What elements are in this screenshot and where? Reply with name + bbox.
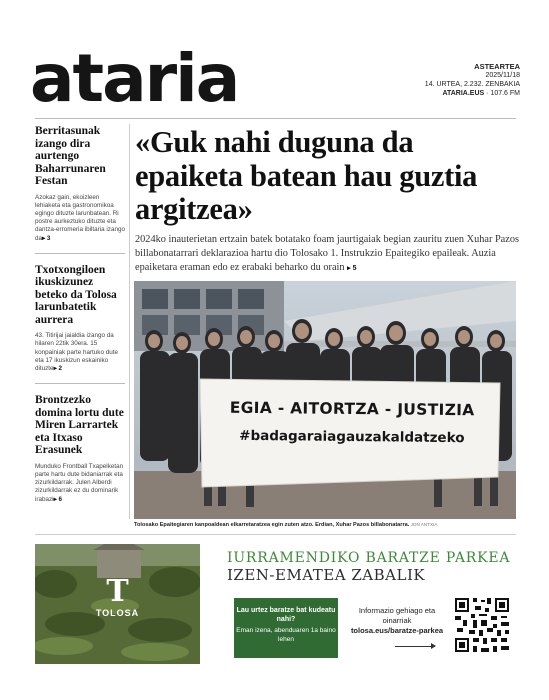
photo-caption: Tolosako Epaitegiaren kanpoaldean elkarretaratzea egin zuten atzo. Erdian, Xuhar Pazos billabonatarra. JON ANTXIA [134, 522, 438, 528]
main-lede: 2024ko inauterietan ertzain batek botatako foam jaurtigaiak begian zauritu zuen Xuhar Pazos billabonatarrari deklarazioa hartu dio Tolosako 1. Instrukzio Epaitegiko epaileak. Auzia epaiketara eraman edo ez erabaki beharko du orain ▸ 5 [135, 234, 519, 273]
brief-divider [35, 253, 125, 254]
brief-body: Munduko Frontball Txapelketan parte hartu dute bidaniarrak eta zizurkildarrak. Julen Alberdi zizurkildarrak ez du dominarik irabazi▸ 6 [35, 462, 124, 503]
masthead-divider [35, 118, 516, 119]
ad-info-text: Informazio gehiago eta oinarriak [358, 606, 436, 625]
arrow-right-icon [395, 646, 435, 647]
tolosa-logo-icon: T [106, 574, 129, 609]
banner-hashtag: #badagaraiagauzakaldatzeko [239, 427, 465, 447]
page-ref[interactable]: ▸ 3 [42, 234, 51, 242]
qr-code-icon[interactable] [453, 596, 511, 654]
brief-item[interactable] [35, 125, 125, 243]
brief-item[interactable] [35, 264, 125, 374]
main-photo[interactable] [134, 281, 516, 519]
brief-title[interactable]: Txotxongiloen ikuskizunez beteko da Tolosa larunbatetik aurrera [35, 263, 117, 326]
issue-date: 2025/11/18 [485, 72, 520, 79]
brief-item[interactable] [35, 394, 125, 504]
issue-edition: 14. URTEA, 2.232. ZENBAKIA [424, 81, 520, 88]
brief-title[interactable]: Berritasunak izango dira aurtengo Baharrunaren Festan [35, 125, 106, 187]
tolosa-logo-name: TOLOSA [95, 608, 140, 618]
ad-question: Lau urtez baratze bat kudeatu nahi? [236, 607, 336, 623]
ad-photo [35, 544, 200, 664]
brief-divider [35, 383, 125, 384]
protest-banner [206, 397, 499, 450]
page-ref[interactable]: ▸ 2 [53, 365, 62, 373]
column-divider [129, 124, 130, 519]
ad-title: IURRAMENDIKO BARATZE PARKEA [227, 550, 511, 566]
photo-credit: JON ANTXIA [409, 522, 438, 527]
ad-divider [35, 534, 516, 535]
page-ref[interactable]: ▸ 5 [347, 265, 357, 272]
brief-body: 43. Titirijai jaialdia izango da hilaren 22tik 30era. 15 konpainiak parte hartuko dute eta 17 ikuskizun eskainiko dituzte▸ 2 [35, 332, 118, 373]
page-ref[interactable]: ▸ 6 [53, 495, 62, 503]
site-link[interactable]: ATARIA.EUS [442, 90, 485, 97]
brief-title[interactable]: Brontzezko domina lortu dute Miren Larrartek eta Itxaso Erasunek [35, 394, 124, 457]
ad-url-link[interactable]: tolosa.eus/baratze-parkea [350, 626, 444, 635]
ad-info [348, 606, 446, 636]
newspaper-logo[interactable]: ataria [30, 40, 239, 117]
issue-site-line [425, 89, 520, 98]
main-headline[interactable]: «Guk nahi duguna da epaiketa batean hau guztia argitzea» [135, 125, 478, 226]
ad-answer: Eman izena, abenduaren 1a baino lehen [236, 627, 336, 643]
issue-info [425, 62, 520, 98]
ad-callout-box [234, 598, 338, 658]
masthead [30, 40, 520, 117]
issue-day: ASTEARTEA [474, 62, 520, 71]
radio-frequency: · 107.6 FM [484, 90, 520, 97]
brief-body: Azokaz gain, ekoizleen lehiaketa eta gastronomikoa egingo dituzte larunbatean. Ri postre aurkeztuko dituzte eta dantza-erromeria ibiltaria izango da▸ 3 [35, 193, 125, 242]
tolosa-logo [96, 576, 139, 618]
banner-slogan: EGIA - AITORTZA - JUSTIZIA [229, 398, 475, 420]
advertisement[interactable] [35, 544, 516, 664]
briefs-column [35, 125, 125, 512]
ad-subtitle: IZEN-EMATEA ZABALIK [227, 566, 426, 584]
